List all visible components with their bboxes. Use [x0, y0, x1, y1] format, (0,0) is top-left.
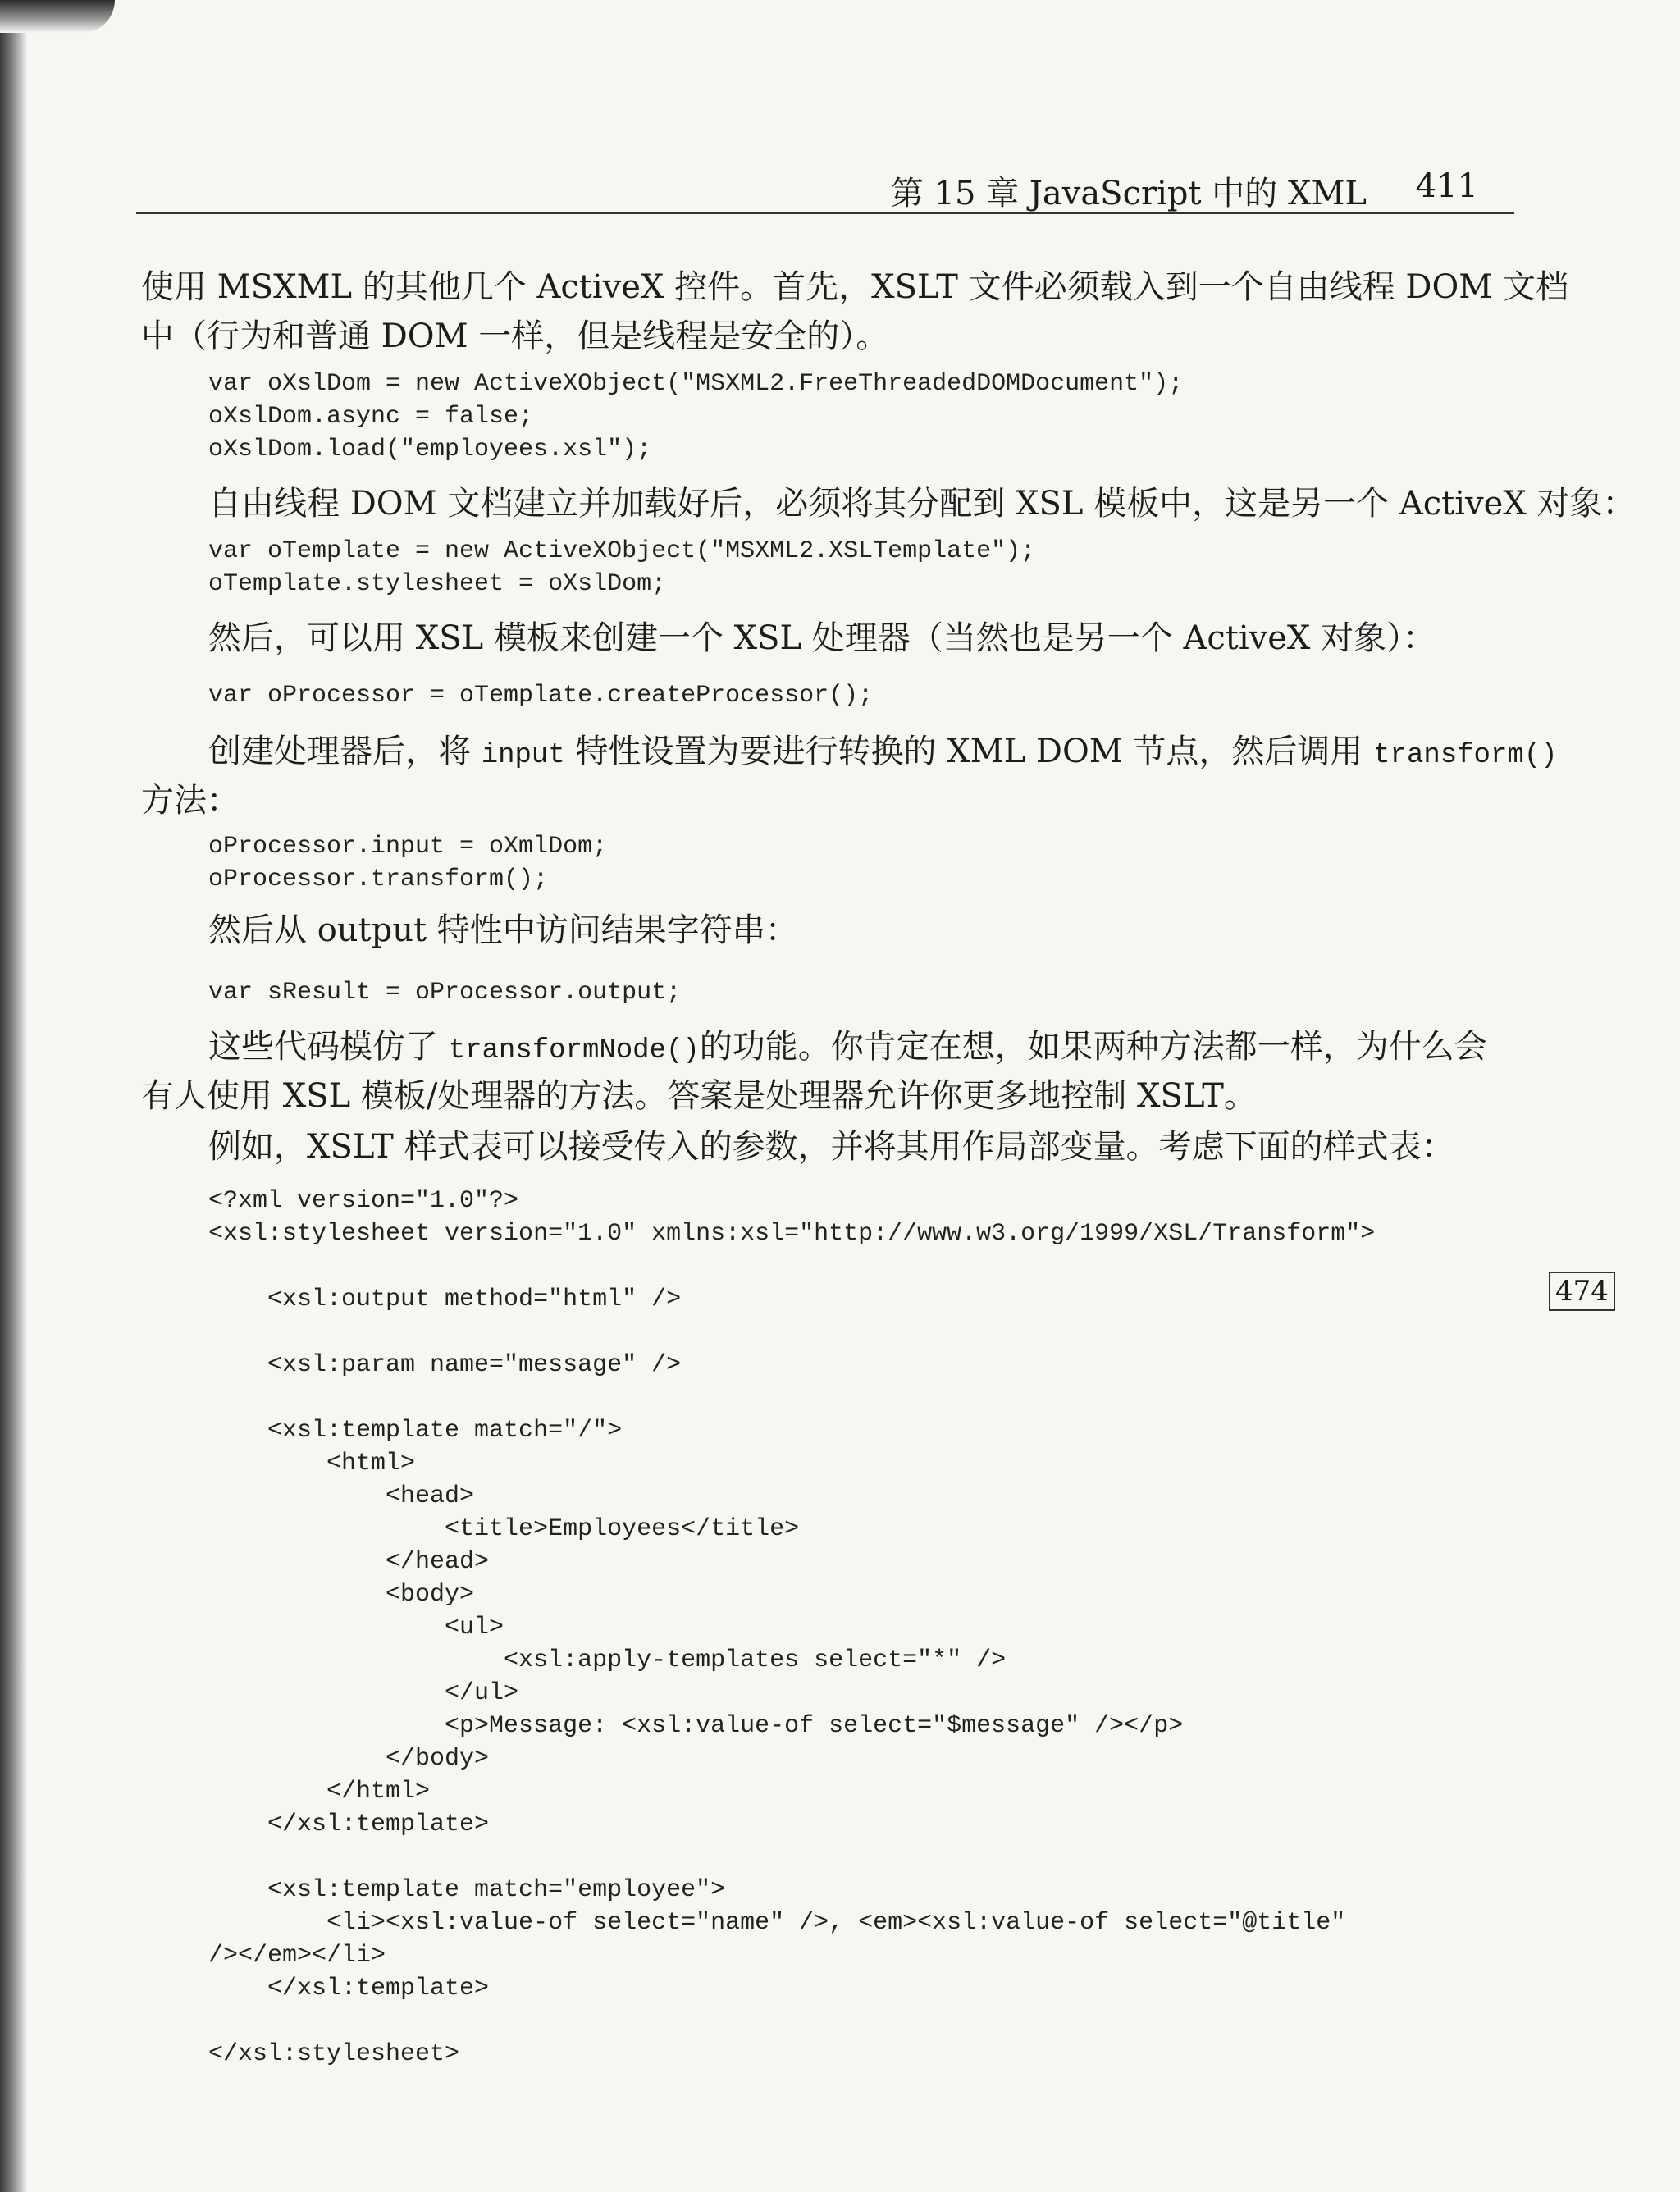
book-spine-shadow: [0, 0, 28, 2192]
paragraph-4-text-a: 创建处理器后，将: [208, 733, 482, 770]
inline-code-transformnode: transformNode(): [448, 1035, 700, 1066]
paragraph-6-text-a: 这些代码模仿了: [208, 1028, 449, 1066]
running-header: [136, 161, 1514, 214]
code-block-4: oProcessor.input = oXmlDom; oProcessor.transform();: [208, 833, 608, 893]
margin-page-reference: 474: [1549, 1272, 1615, 1311]
code-block-1: var oXslDom = new ActiveXObject("MSXML2.FreeThreadedDOMDocument"); oXslDom.async = false; oXslDom.load("employees.xsl");: [208, 370, 1184, 464]
paragraph-4-text-b: 特性设置为要进行转换的 XML DOM 节点，然后调用: [564, 733, 1374, 770]
inline-code-transform: transform(): [1373, 740, 1558, 771]
inline-code-input: input: [481, 740, 565, 771]
chapter-title: 第 15 章 JavaScript 中的 XML: [890, 175, 1367, 212]
code-block-5: var sResult = oProcessor.output;: [208, 979, 682, 1007]
corner-shadow: [0, 0, 115, 33]
paragraph-2: 自由线程 DOM 文档建立并加载好后，必须将其分配到 XSL 模板中，这是另一个 ActiveX 对象：: [208, 485, 1636, 523]
paragraph-6-line-1: [208, 1024, 1487, 1074]
code-block-3: var oProcessor = oTemplate.createProcessor();: [208, 682, 874, 710]
paragraph-5: 然后从 output 特性中访问结果字符串：: [208, 911, 798, 949]
paragraph-7: 例如，XSLT 样式表可以接受传入的参数，并将其用作局部变量。考虑下面的样式表：: [208, 1128, 1454, 1166]
paragraph-4-line-2: 方法：: [141, 782, 240, 820]
code-block-xsl-stylesheet: <?xml version="1.0"?> <xsl:stylesheet version="1.0" xmlns:xsl="http://www.w3.org/1999/XSL/Transform"> <xsl:output method="html" /> <xsl:param name="message" /> <xsl:template match="/"> <html> <head> <title>Employees</title> </head> <body> <ul> <xsl:apply-templates select="*" /> </ul> <p>Message: <xsl:value-of select="$message" /></p> </body> </html> </xsl:template> <xsl:template match="employee"> <li><xsl:value-of select="name" />, <em><xsl:value-of select="@title" /></em></li> </xsl:template> </xsl:stylesheet>: [208, 1187, 1376, 2068]
paragraph-6-line-2: 有人使用 XSL 模板/处理器的方法。答案是处理器允许你更多地控制 XSLT。: [141, 1077, 1257, 1115]
page-number: 411: [1415, 167, 1478, 205]
paragraph-1-line-1: 使用 MSXML 的其他几个 ActiveX 控件。首先，XSLT 文件必须载入到一个自由线程 DOM 文档: [141, 268, 1568, 306]
paragraph-1-line-2: 中（行为和普通 DOM 一样，但是线程是安全的）。: [141, 317, 889, 355]
paragraph-3: 然后，可以用 XSL 模板来创建一个 XSL 处理器（当然也是另一个 ActiveX 对象）：: [208, 619, 1436, 657]
code-block-2: var oTemplate = new ActiveXObject("MSXML2.XSLTemplate"); oTemplate.stylesheet = oXslDom;: [208, 537, 1036, 598]
paragraph-6-text-b: 的功能。你肯定在想，如果两种方法都一样，为什么会: [699, 1028, 1487, 1066]
paragraph-4-line-1: [208, 728, 1558, 779]
